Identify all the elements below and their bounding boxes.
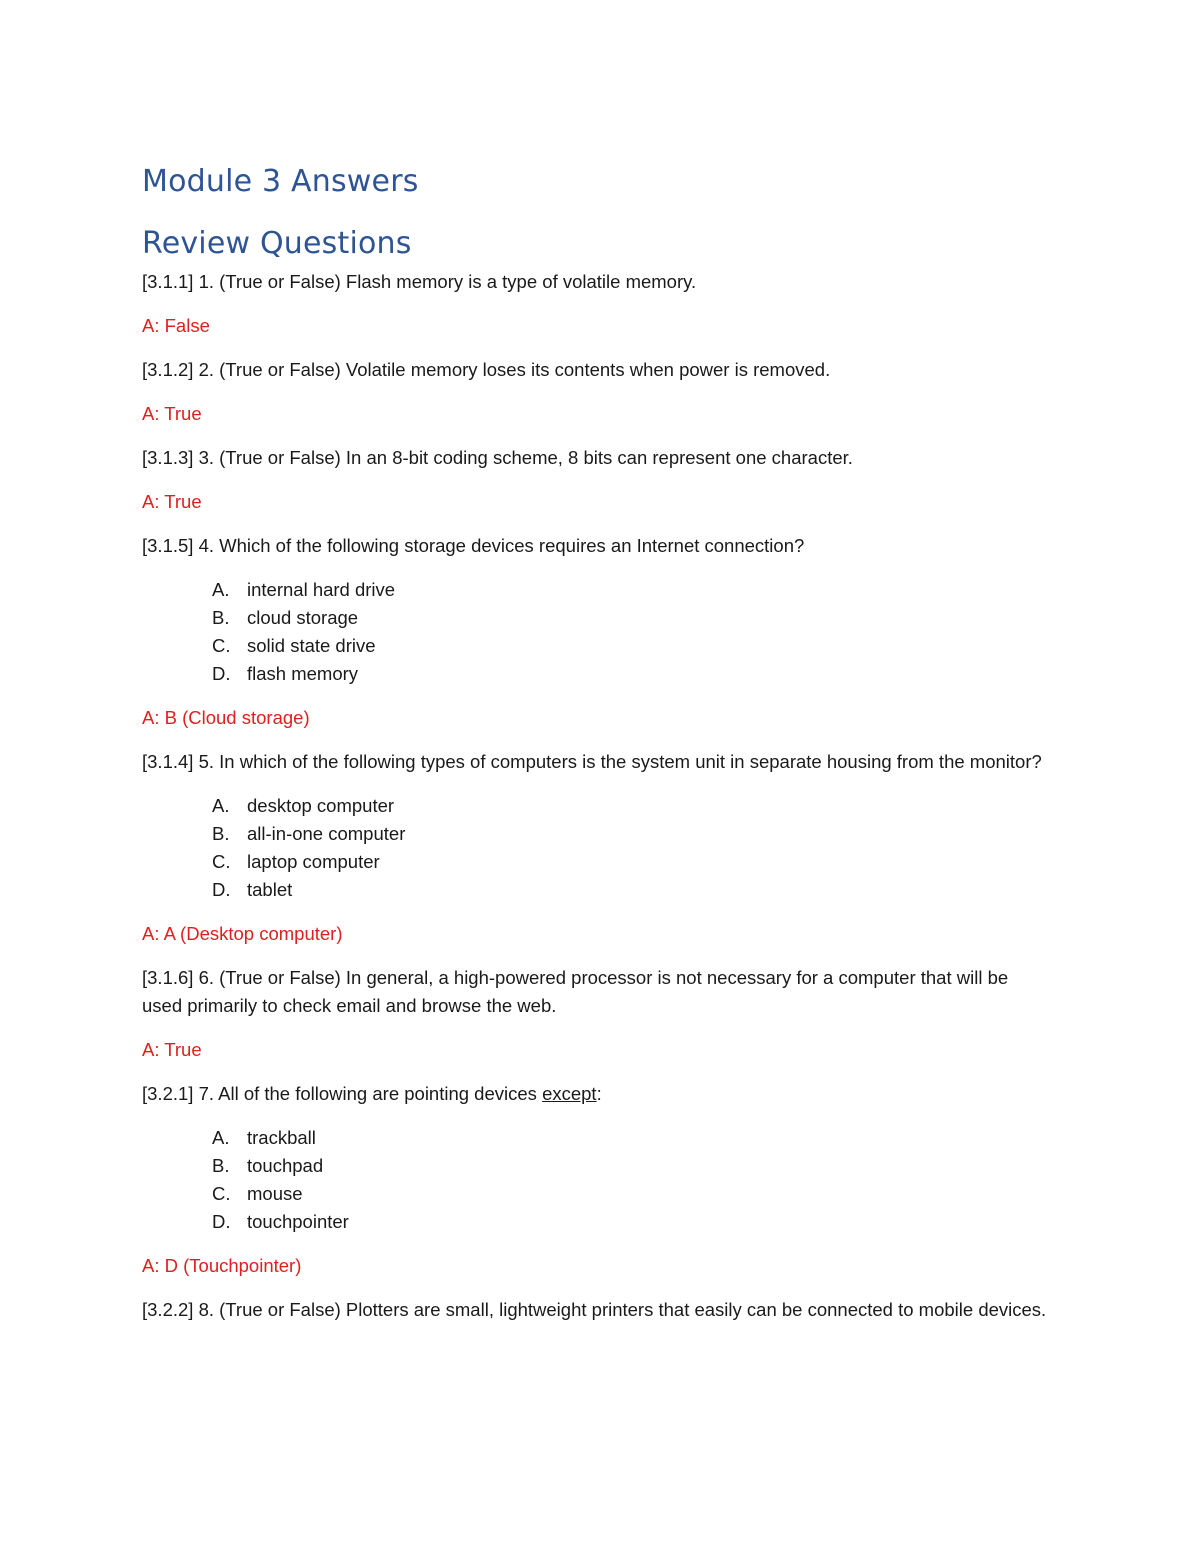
question-4: [3.1.5] 4. Which of the following storage devices requires an Internet connection? bbox=[142, 535, 805, 556]
options-list-4 bbox=[142, 576, 1047, 688]
option-letter: D. bbox=[212, 879, 231, 900]
option-item bbox=[212, 1208, 1047, 1236]
question-5: [3.1.4] 5. In which of the following types of computers is the system unit in separate housing from the monitor? bbox=[142, 751, 1042, 772]
answer-1: A: False bbox=[142, 315, 210, 336]
option-letter: A. bbox=[212, 579, 230, 600]
question-1: [3.1.1] 1. (True or False) Flash memory is a type of volatile memory. bbox=[142, 271, 697, 292]
option-text: mouse bbox=[247, 1183, 303, 1204]
answer-5: A: A (Desktop computer) bbox=[142, 923, 343, 944]
option-item bbox=[212, 1180, 1047, 1208]
option-text: desktop computer bbox=[247, 795, 395, 816]
option-text: flash memory bbox=[247, 663, 359, 684]
document-page bbox=[142, 160, 1047, 1340]
question-7-emphasis: except bbox=[542, 1083, 597, 1104]
option-letter: C. bbox=[212, 851, 231, 872]
option-letter: C. bbox=[212, 635, 231, 656]
answer-3: A: True bbox=[142, 491, 202, 512]
option-text: trackball bbox=[247, 1127, 316, 1148]
option-letter: B. bbox=[212, 607, 230, 628]
option-item bbox=[212, 632, 1047, 660]
option-letter: D. bbox=[212, 1211, 231, 1232]
option-text: all-in-one computer bbox=[247, 823, 406, 844]
question-7 bbox=[142, 1080, 1047, 1108]
answer-2: A: True bbox=[142, 403, 202, 424]
option-item bbox=[212, 820, 1047, 848]
option-item bbox=[212, 604, 1047, 632]
answer-4: A: B (Cloud storage) bbox=[142, 707, 310, 728]
question-3: [3.1.3] 3. (True or False) In an 8-bit coding scheme, 8 bits can represent one character. bbox=[142, 447, 853, 468]
option-letter: A. bbox=[212, 1127, 230, 1148]
question-6: [3.1.6] 6. (True or False) In general, a high-powered processor is not necessary for a computer that will be used primarily to check email and browse the web. bbox=[142, 967, 1009, 1016]
option-item bbox=[212, 660, 1047, 688]
page-title: Module 3 Answers bbox=[142, 164, 419, 199]
question-8: [3.2.2] 8. (True or False) Plotters are small, lightweight printers that easily can be connected to mobile devices. bbox=[142, 1299, 1047, 1320]
question-7-suffix: : bbox=[596, 1083, 602, 1104]
option-item bbox=[212, 876, 1047, 904]
options-list-7 bbox=[142, 1124, 1047, 1236]
option-item bbox=[212, 792, 1047, 820]
question-7-text: [3.2.1] 7. All of the following are pointing devices bbox=[142, 1083, 543, 1104]
option-text: cloud storage bbox=[247, 607, 359, 628]
section-heading: Review Questions bbox=[142, 226, 412, 261]
option-letter: C. bbox=[212, 1183, 231, 1204]
option-item bbox=[212, 1152, 1047, 1180]
option-text: touchpointer bbox=[247, 1211, 349, 1232]
option-letter: B. bbox=[212, 823, 230, 844]
option-item bbox=[212, 576, 1047, 604]
answer-6: A: True bbox=[142, 1039, 202, 1060]
option-text: laptop computer bbox=[247, 851, 380, 872]
option-letter: B. bbox=[212, 1155, 230, 1176]
option-item bbox=[212, 848, 1047, 876]
question-2: [3.1.2] 2. (True or False) Volatile memory loses its contents when power is removed. bbox=[142, 359, 831, 380]
option-letter: A. bbox=[212, 795, 230, 816]
option-item bbox=[212, 1124, 1047, 1152]
option-text: tablet bbox=[247, 879, 293, 900]
option-text: touchpad bbox=[247, 1155, 324, 1176]
option-letter: D. bbox=[212, 663, 231, 684]
options-list-5 bbox=[142, 792, 1047, 904]
option-text: internal hard drive bbox=[247, 579, 396, 600]
answer-7: A: D (Touchpointer) bbox=[142, 1255, 302, 1276]
option-text: solid state drive bbox=[247, 635, 376, 656]
